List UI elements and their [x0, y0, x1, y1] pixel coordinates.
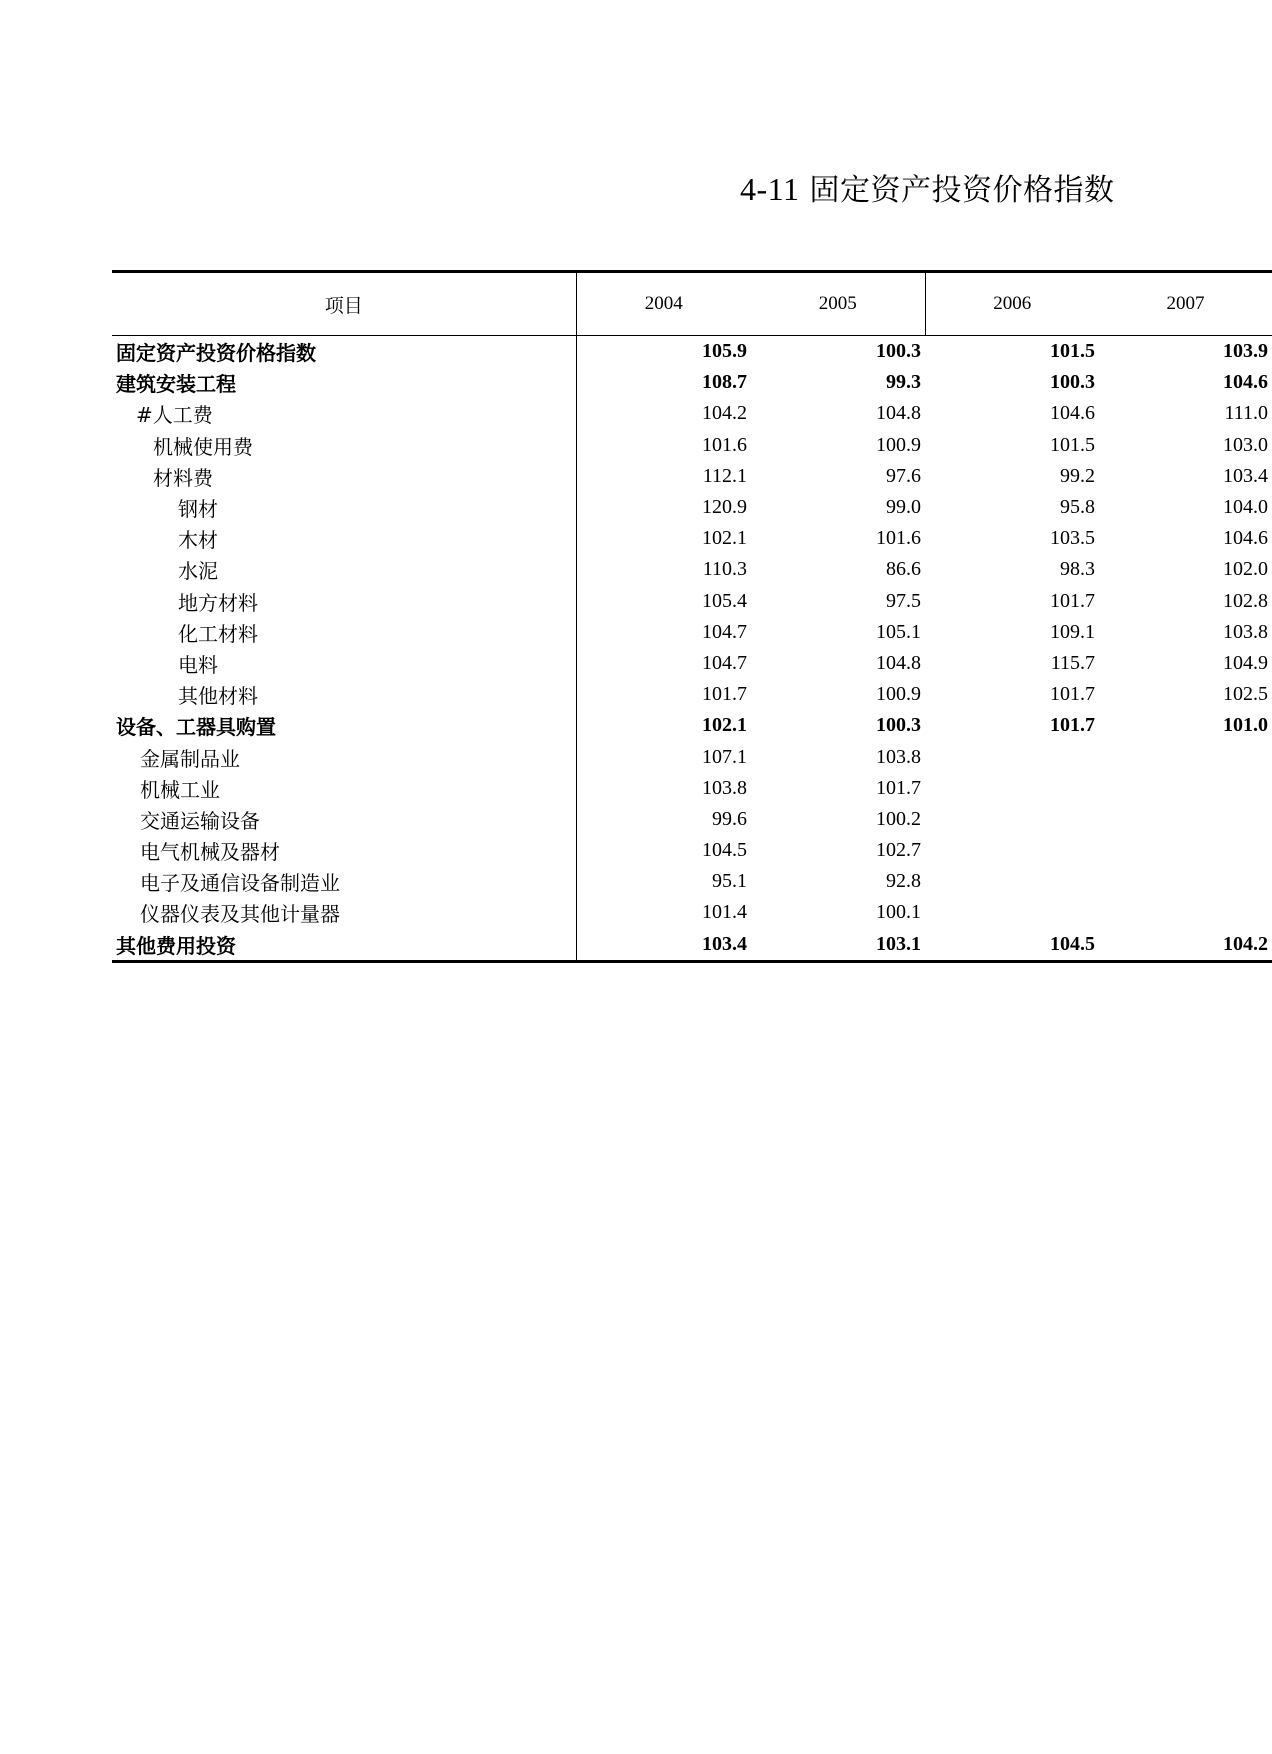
row-value: 101.5	[1050, 433, 1095, 456]
row-value: 111.0	[1224, 402, 1268, 425]
table-row	[112, 586, 1272, 617]
row-value: 100.9	[876, 433, 921, 456]
row-value: 101.7	[1050, 683, 1095, 706]
row-value	[1099, 773, 1272, 804]
row-value: 104.6	[1050, 402, 1095, 425]
row-value: 103.8	[702, 776, 747, 799]
row-value: 104.7	[702, 620, 747, 643]
row-value: 105.9	[702, 340, 747, 363]
row-value: 108.7	[702, 371, 747, 394]
row-value: 99.0	[886, 496, 921, 519]
row-value	[1099, 741, 1272, 772]
row-value: 104.8	[876, 651, 921, 674]
header-row	[112, 272, 1272, 336]
row-value: 101.7	[1050, 714, 1095, 737]
row-value: 104.5	[925, 929, 1099, 962]
row-label: 建筑安装工程	[112, 367, 576, 398]
row-label: 其他费用投资	[112, 929, 576, 962]
row-value: 86.6	[886, 558, 921, 581]
row-value: 102.8	[1223, 589, 1268, 612]
row-value: 101.6	[876, 527, 921, 550]
row-value	[925, 804, 1099, 835]
row-label: 机械工业	[112, 773, 576, 804]
table-row	[112, 617, 1272, 648]
header-year: 2004	[576, 272, 751, 336]
row-value: 112.1	[702, 464, 747, 487]
row-value	[925, 897, 1099, 928]
table-row	[112, 461, 1272, 492]
row-value: 97.5	[886, 589, 921, 612]
row-label: 电气机械及器材	[112, 835, 576, 866]
row-value: 103.1	[751, 929, 925, 962]
row-value: 100.3	[876, 714, 921, 737]
table-row	[112, 866, 1272, 897]
title-area	[0, 165, 1115, 225]
table-row	[112, 554, 1272, 585]
row-value	[925, 773, 1099, 804]
row-label: 机械使用费	[112, 430, 576, 461]
row-label: 仪器仪表及其他计量器	[112, 897, 576, 928]
row-value: 103.0	[1223, 433, 1268, 456]
row-value: 95.1	[712, 870, 747, 893]
table-row	[112, 430, 1272, 461]
row-value	[925, 741, 1099, 772]
row-value: 107.1	[702, 745, 747, 768]
row-label: 设备、工器具购置	[112, 710, 576, 741]
row-value: 92.8	[886, 870, 921, 893]
row-value: 104.2	[702, 402, 747, 425]
header-item: 项目	[112, 272, 576, 336]
row-value: 102.0	[1223, 558, 1268, 581]
row-label: #人工费	[112, 398, 576, 429]
row-value: 104.8	[876, 402, 921, 425]
row-value: 105.1	[876, 620, 921, 643]
row-label: 交通运输设备	[112, 804, 576, 835]
row-value: 110.3	[702, 558, 747, 581]
title-text: 固定资产投资价格指数	[809, 173, 1115, 208]
row-value: 101.5	[1050, 340, 1095, 363]
row-value: 103.4	[576, 929, 751, 962]
header-year: 2006	[925, 272, 1099, 336]
row-value: 105.4	[702, 589, 747, 612]
row-value: 97.6	[886, 464, 921, 487]
table-row	[112, 398, 1272, 429]
row-value: 101.6	[702, 433, 747, 456]
row-value: 103.9	[1223, 340, 1268, 363]
row-label: 水泥	[112, 554, 576, 585]
price-index-table	[112, 270, 1272, 963]
table-row	[112, 710, 1272, 741]
row-value: 104.2	[1099, 929, 1272, 962]
row-value: 102.1	[702, 714, 747, 737]
row-value: 101.4	[702, 901, 747, 924]
table-row	[112, 897, 1272, 928]
row-value: 103.5	[1050, 527, 1095, 550]
row-value	[1099, 897, 1272, 928]
row-value	[1099, 835, 1272, 866]
row-value: 104.6	[1223, 371, 1268, 394]
table-row	[112, 648, 1272, 679]
row-value: 120.9	[702, 496, 747, 519]
row-value: 99.2	[1060, 464, 1095, 487]
row-value: 104.7	[702, 651, 747, 674]
row-value: 103.4	[1223, 464, 1268, 487]
table-row	[112, 679, 1272, 710]
row-value: 104.0	[1223, 496, 1268, 519]
table-row	[112, 336, 1272, 368]
header-year: 2007	[1099, 272, 1272, 336]
table-body	[112, 336, 1272, 962]
table-row	[112, 741, 1272, 772]
header-year: 2005	[751, 272, 925, 336]
row-value: 100.3	[876, 340, 921, 363]
row-value	[1099, 866, 1272, 897]
table-row	[112, 523, 1272, 554]
row-value: 104.6	[1223, 527, 1268, 550]
row-value: 103.8	[876, 745, 921, 768]
row-label: 电料	[112, 648, 576, 679]
row-value: 98.3	[1060, 558, 1095, 581]
row-value: 101.7	[702, 683, 747, 706]
row-label: 电子及通信设备制造业	[112, 866, 576, 897]
row-value: 95.8	[1060, 496, 1095, 519]
row-value: 102.7	[876, 839, 921, 862]
row-value: 100.1	[876, 901, 921, 924]
row-value	[1099, 804, 1272, 835]
row-value: 101.7	[1050, 589, 1095, 612]
row-label: 金属制品业	[112, 741, 576, 772]
row-label: 其他材料	[112, 679, 576, 710]
row-value: 100.2	[876, 807, 921, 830]
table-row	[112, 804, 1272, 835]
table-row	[112, 492, 1272, 523]
row-value: 104.5	[702, 839, 747, 862]
row-label: 地方材料	[112, 586, 576, 617]
table-row	[112, 367, 1272, 398]
row-value: 101.7	[876, 776, 921, 799]
row-value	[925, 835, 1099, 866]
row-label: 木材	[112, 523, 576, 554]
row-value: 103.8	[1223, 620, 1268, 643]
row-label: 固定资产投资价格指数	[112, 336, 576, 368]
row-value: 102.1	[702, 527, 747, 550]
row-value: 99.3	[886, 371, 921, 394]
row-value: 104.9	[1223, 651, 1268, 674]
row-label: 材料费	[112, 461, 576, 492]
row-value: 100.3	[1050, 371, 1095, 394]
row-label: 化工材料	[112, 617, 576, 648]
table-row	[112, 835, 1272, 866]
table-row	[112, 929, 1272, 962]
row-value: 100.9	[876, 683, 921, 706]
table-row	[112, 773, 1272, 804]
row-value: 99.6	[712, 807, 747, 830]
title-number: 4-11	[740, 171, 800, 207]
row-value: 102.5	[1223, 683, 1268, 706]
table-area	[112, 270, 1268, 970]
row-value	[925, 866, 1099, 897]
row-value: 101.0	[1223, 714, 1268, 737]
page-title	[740, 165, 1115, 209]
row-value: 115.7	[1050, 651, 1095, 674]
row-value: 109.1	[1050, 620, 1095, 643]
row-label: 钢材	[112, 492, 576, 523]
